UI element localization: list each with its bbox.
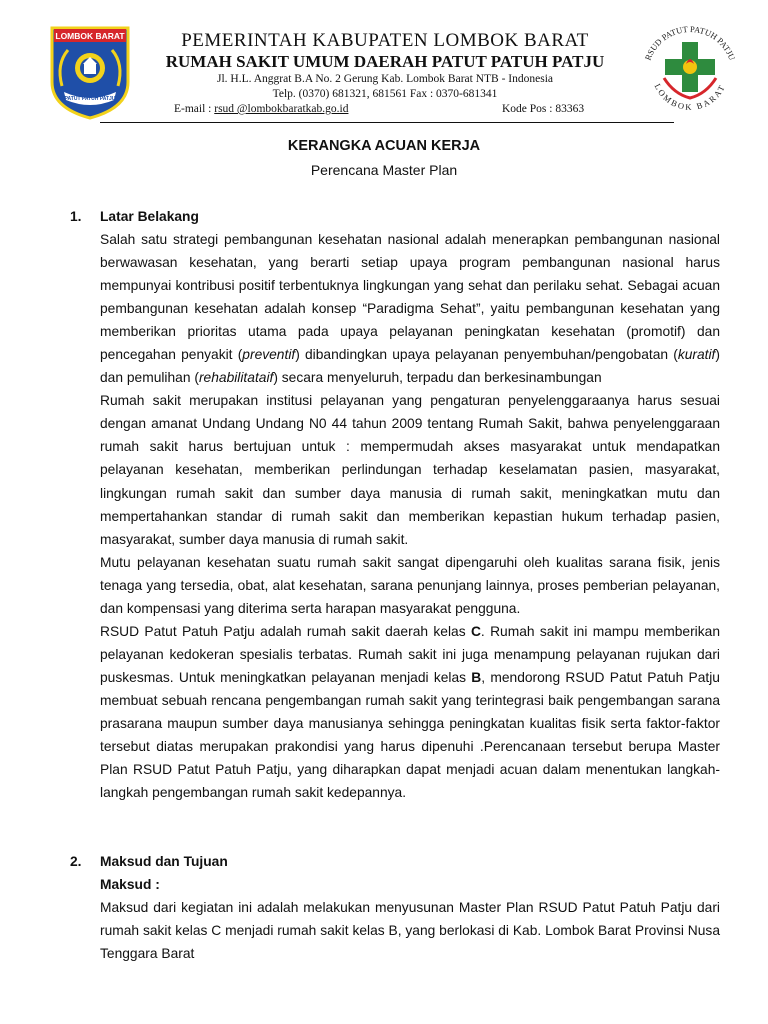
address: Jl. H.L. Anggrat B.A No. 2 Gerung Kab. Lombok Barat NTB - Indonesia	[216, 73, 553, 85]
section-heading	[70, 850, 720, 873]
section-number: 2.	[70, 854, 82, 869]
paragraph: Maksud dari kegiatan ini adalah melakukan menyusunan Master Plan RSUD Patut Patuh Patju dari rumah sakit kelas C menjadi rumah sakit kelas B, yang berlokasi di Kab. Lombok Barat Provinsi Nusa Tenggara Barat	[100, 900, 720, 962]
bold-class-c: C	[470, 623, 481, 639]
section-body	[70, 896, 720, 965]
section-heading	[70, 205, 720, 228]
letterhead-text	[140, 30, 630, 117]
paragraph: RSUD Patut Patuh Patju adalah rumah sakit daerah kelas C. Rumah sakit ini mampu memberikan pelayanan kedokeran spesialis terbatas. Rumah sakit ini juga menampung pelayanan rujukan dari puskesmas. Untuk meningkatkan pelayanan menjadi kelas B, mendorong RSUD Patut Patuh Patju membuat sebuah rencana pengembangan rumah sakit yang terintegrasi baik pengembangan sarana prasarana maupun sumber daya manusianya sehingga peningkatan kualitas fisik serta faktor-faktor tersebut diatas merupakan prakondisi yang harus dipenuhi .Perencanaan tersebut berupa Master Plan RSUD Patut Patuh Patju, yang diharapkan dapat menjadi acuan dalam menentukan langkah-langkah pengembangan rumah sakit kedepannya.	[100, 623, 720, 801]
section-title: Maksud dan Tujuan	[100, 854, 228, 869]
government-name: PEMERINTAH KABUPATEN LOMBOK BARAT	[181, 30, 589, 51]
rsud-emblem-logo	[634, 14, 746, 126]
paragraph: Salah satu strategi pembangunan kesehatan nasional adalah menerapkan pembangunan nasional berwawasan kesehatan, yang berarti setiap upaya program pembangunan nasional harus mempunyai kontribusi positif terbentuknya lingkungan yang sehat dan perilaku sehat. Sebagai acuan pembangunan kesehatan adalah konsep “Paradigma Sehat”, yaitu pembangunan kesehatan yang memberikan prioritas utama pada upaya pelayanan peningkatan kesehatan (promotif) dan pencegahan penyakit (preventif) dibandingkan upaya pelayanan penyembuhan/pengobatan (kuratif) dan pemulihan (rehabilitataif) secara menyeluruh, terpadu dan berkesinambungan	[100, 232, 720, 386]
email-label: E-mail :	[174, 103, 215, 115]
crest-banner-text: LOMBOK BARAT	[55, 31, 125, 41]
email-postcode-line	[140, 102, 630, 117]
emblem-bottom-text: LOMBOK BARAT	[652, 81, 728, 112]
letterhead-rule	[100, 122, 674, 123]
section-number: 1.	[70, 209, 82, 224]
document-subtitle: Perencana Master Plan	[310, 162, 458, 178]
paragraph: Rumah sakit merupakan institusi pelayanan yang pengaturan penyelenggaraanya harus sesuai dengan amanat Undang Undang N0 44 tahun 2009 tentang Rumah Sakit, bahwa penyelenggaraan rumah sakit harus bertujuan untuk : mempermudah akses masyarakat untuk mendapatkan pelayanan kesehatan, memberikan perlindungan terhadap keselamatan pasien, masyarakat, lingkungan rumah sakit dan sumber daya manusia di rumah sakit, meningkatkan mutu dan mempertahankan standar di rumah sakit dan memberikan kepastian hukum terhadap pasien, masyarakat, sumber daya manusia di rumah sakit.	[100, 393, 720, 547]
paragraph: Mutu pelayanan kesehatan suatu rumah sakit sangat dipengaruhi oleh kualitas sarana fisik, jenis tenaga yang tersedia, obat, alat kesehatan, sarana penunjang lainnya, proses pemberian pelayanan, dan kompensasi yang diterima serta harapan masyarakat pengguna.	[100, 554, 720, 616]
section-maksud-tujuan	[70, 850, 720, 965]
letterhead	[0, 0, 768, 130]
emphasis-rehabilitatif: rehabilitataif	[198, 370, 274, 386]
lombok-barat-crest-logo	[48, 24, 132, 120]
postcode: Kode Pos : 83363	[502, 103, 585, 115]
section-body	[70, 228, 720, 804]
crest-motto-text: PATUT PATUH PATJU	[64, 96, 116, 102]
section-latar-belakang	[70, 205, 720, 804]
bold-class-b: B	[471, 669, 482, 685]
subsection-title: Maksud :	[100, 877, 160, 892]
document-title: KERANGKA ACUAN KERJA	[287, 138, 481, 154]
section-title: Latar Belakang	[100, 209, 199, 224]
email-link[interactable]: rsud @lombokbaratkab.go.id	[214, 103, 349, 115]
hospital-name: RUMAH SAKIT UMUM DAERAH PATUT PATUH PATJU	[165, 52, 605, 71]
emphasis-kuratif: kuratif	[677, 347, 716, 363]
phone-fax: Telp. (0370) 681321, 681561 Fax : 0370-681341	[272, 88, 498, 100]
emphasis-preventif: preventif	[242, 347, 296, 363]
emblem-top-text: RSUD PATUT PATUH PATJU	[642, 23, 738, 62]
